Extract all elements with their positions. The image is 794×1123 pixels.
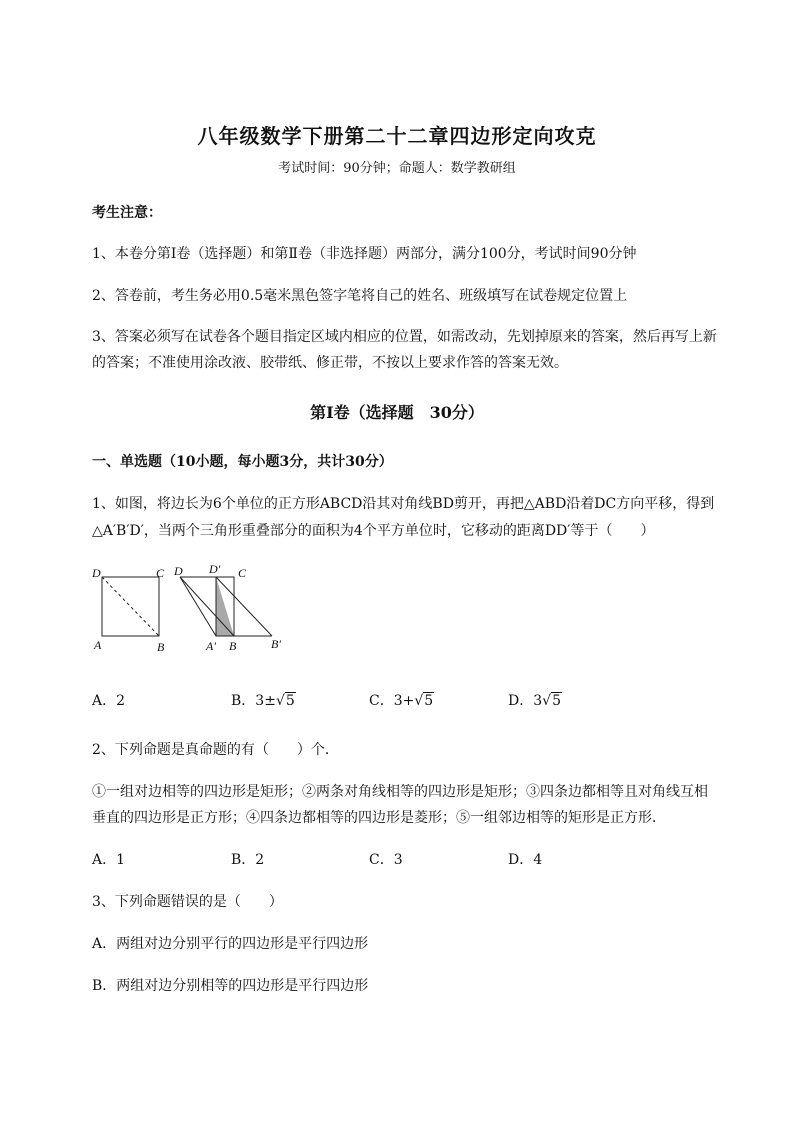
q1-option-c[interactable] [369,690,434,710]
page-title: 八年级数学下册第二十二章四边形定向攻克 [197,124,597,148]
q2-option-b[interactable]: B．2 [231,852,265,868]
diagonal-db [180,577,234,636]
part-title: 一、单选题（10小题，每小题3分，共计30分） [92,454,393,470]
notice-item-1: 1、本卷分第Ⅰ卷（选择题）和第Ⅱ卷（非选择题）两部分，满分100分，考试时间90分钟 [92,246,637,262]
notice-heading: 考生注意： [92,205,162,221]
q1-option-d[interactable] [508,690,562,710]
q1-option-b-text: B．3± [231,693,276,709]
q2-option-d[interactable]: D．4 [508,852,543,868]
label-d: D [92,566,101,580]
q2-option-c[interactable]: C．3 [369,852,403,868]
notice-item-2: 2、答卷前，考生务必用0.5毫米黑色签字笔将自己的姓名、班级填写在试卷规定位置上 [92,288,628,304]
q1-option-a[interactable]: A．2 [92,693,126,709]
q3-option-a[interactable]: A．两组对边分别平行的四边形是平行四边形 [92,936,369,952]
sqrt-icon: √5 [414,693,434,709]
section-title: 第Ⅰ卷（选择题 30分） [310,403,484,422]
q1-stem-line1: 1、如图，将边长为6个单位的正方形ABCD沿其对角线BD剪开，再把△ABD沿着DC方向平移，得到 [92,496,715,512]
page-subtitle: 考试时间：90分钟；命题人：数学教研组 [278,161,516,176]
q2-stem: 2、下列命题是真命题的有（ ）个． [92,742,339,758]
q2-option-a[interactable]: A．1 [92,852,126,868]
label-d-prime: D′ [209,562,221,576]
q1-figure [90,560,300,660]
diagonal-bd [102,577,159,636]
label-c-right: C [238,566,247,580]
q1-option-c-text: C．3+ [369,693,415,709]
q3-stem: 3、下列命题错误的是（ ） [92,894,283,910]
label-b-right: B [229,639,237,653]
sqrt-icon: √5 [275,693,295,709]
label-c: C [156,566,165,580]
label-a: A [94,638,102,652]
label-b: B [157,640,165,654]
label-a-prime: A′ [206,639,216,653]
q1-stem-line2: △A′B′D′，当两个三角形重叠部分的面积为4个平方单位时，它移动的距离DD′等于（ ） [92,523,655,539]
q1-option-d-text: D．3 [508,693,543,709]
sqrt-icon: √5 [542,693,561,709]
label-b-prime: B′ [271,637,281,651]
label-d-right: D [174,564,183,578]
q2-line1: ①一组对边相等的四边形是矩形；②两条对角线相等的四边形是矩形；③四条边都相等且对角线互相 [92,784,708,800]
segment-dap [180,577,216,636]
notice-item-3-cont: 的答案；不准使用涂改液、胶带纸、修正带，不按以上要求作答的答案无效。 [92,355,568,371]
q2-line2: 垂直的四边形是正方形；④四条边都相等的四边形是菱形；⑤一组邻边相等的矩形是正方形． [92,810,666,826]
notice-item-3: 3、答案必须写在试卷各个题目指定区域内相应的位置，如需改动，先划掉原来的答案，然后再写上新 [92,329,717,345]
q1-option-b[interactable] [231,690,296,710]
q3-option-b[interactable]: B．两组对边分别相等的四边形是平行四边形 [92,978,369,994]
